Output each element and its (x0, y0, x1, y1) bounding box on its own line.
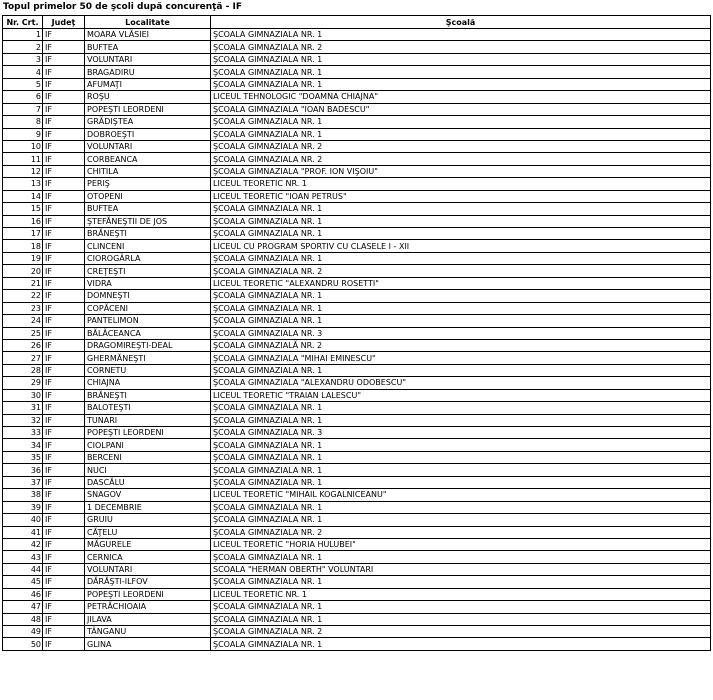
table-row (3, 638, 711, 650)
table-row (3, 414, 711, 426)
cell-scoala: ŞCOALA GIMNAZIALA NR. 1 (211, 228, 711, 240)
cell-localitate: ROŞU (85, 91, 211, 103)
table-row (3, 290, 711, 302)
cell-localitate: CERNICA (85, 551, 211, 563)
cell-scoala: ŞCOALA GIMNAZIALA NR. 1 (211, 414, 711, 426)
cell-judet: IF (43, 203, 85, 215)
cell-nr-crt: 25 (3, 327, 43, 339)
cell-nr-crt: 46 (3, 588, 43, 600)
cell-judet: IF (43, 240, 85, 252)
table-row (3, 626, 711, 638)
cell-judet: IF (43, 402, 85, 414)
cell-scoala: ŞCOALA GIMNAZIALA "MIHAI EMINESCU" (211, 352, 711, 364)
cell-scoala: ŞCOALA GIMNAZIALA NR. 1 (211, 451, 711, 463)
cell-judet: IF (43, 153, 85, 165)
table-row (3, 265, 711, 277)
cell-judet: IF (43, 228, 85, 240)
cell-judet: IF (43, 252, 85, 264)
cell-localitate: DASCĂLU (85, 476, 211, 488)
cell-nr-crt: 17 (3, 228, 43, 240)
cell-localitate: DOBROEŞTI (85, 128, 211, 140)
table-row (3, 302, 711, 314)
cell-localitate: BRĂNEŞTI (85, 389, 211, 401)
cell-localitate: SNAGOV (85, 489, 211, 501)
cell-judet: IF (43, 538, 85, 550)
cell-scoala: ŞCOALA GIMNAZIALA "PROF. ION VIŞOIU" (211, 165, 711, 177)
cell-nr-crt: 31 (3, 402, 43, 414)
cell-judet: IF (43, 439, 85, 451)
cell-nr-crt: 14 (3, 190, 43, 202)
cell-judet: IF (43, 464, 85, 476)
table-row (3, 128, 711, 140)
table-row (3, 240, 711, 252)
cell-localitate: VOLUNTARI (85, 53, 211, 65)
cell-judet: IF (43, 551, 85, 563)
cell-nr-crt: 28 (3, 364, 43, 376)
cell-localitate: POPEŞTI LEORDENI (85, 588, 211, 600)
cell-nr-crt: 7 (3, 103, 43, 115)
cell-localitate: VOLUNTARI (85, 140, 211, 152)
cell-scoala: SCOALA "HERMAN OBERTH" VOLUNTARI (211, 563, 711, 575)
cell-judet: IF (43, 638, 85, 650)
cell-nr-crt: 20 (3, 265, 43, 277)
cell-judet: IF (43, 613, 85, 625)
table-row (3, 165, 711, 177)
table-header-row (3, 16, 711, 29)
cell-judet: IF (43, 339, 85, 351)
cell-scoala: ŞCOALA GIMNAZIALA NR. 1 (211, 290, 711, 302)
page-title: Topul primelor 50 de şcoli după concurenţă - IF (3, 2, 242, 12)
cell-nr-crt: 6 (3, 91, 43, 103)
cell-scoala: ŞCOALA GIMNAZIALA NR. 1 (211, 252, 711, 264)
cell-nr-crt: 5 (3, 78, 43, 90)
table-row (3, 489, 711, 501)
cell-scoala: LICEUL TEORETIC NR. 1 (211, 178, 711, 190)
cell-judet: IF (43, 576, 85, 588)
cell-scoala: ŞCOALA GIMNAZIALA "ALEXANDRU ODOBESCU" (211, 377, 711, 389)
table-row (3, 228, 711, 240)
cell-judet: IF (43, 290, 85, 302)
cell-localitate: JILAVA (85, 613, 211, 625)
cell-nr-crt: 1 (3, 29, 43, 41)
cell-scoala: LICEUL TEORETIC NR. 1 (211, 588, 711, 600)
cell-localitate: POPEŞTI LEORDENI (85, 427, 211, 439)
cell-localitate: CIOLPANI (85, 439, 211, 451)
cell-localitate: TÂNGANU (85, 626, 211, 638)
cell-localitate: CHITILA (85, 165, 211, 177)
cell-localitate: CIOROGÂRLA (85, 252, 211, 264)
cell-scoala: ŞCOALA GIMNAZIALA NR. 1 (211, 315, 711, 327)
cell-scoala: LICEUL TEORETIC "MIHAIL KOGALNICEANU" (211, 489, 711, 501)
table-row (3, 576, 711, 588)
cell-judet: IF (43, 451, 85, 463)
table-row (3, 190, 711, 202)
cell-scoala: ŞCOALA GIMNAZIALA NR. 3 (211, 427, 711, 439)
cell-scoala: LICEUL TEORETIC "TRAIAN LALESCU" (211, 389, 711, 401)
table-row (3, 526, 711, 538)
cell-scoala: ŞCOALA GIMNAZIALA NR. 1 (211, 601, 711, 613)
cell-localitate: BUFTEA (85, 41, 211, 53)
cell-localitate: NUCI (85, 464, 211, 476)
cell-nr-crt: 18 (3, 240, 43, 252)
cell-nr-crt: 21 (3, 277, 43, 289)
cell-judet: IF (43, 526, 85, 538)
cell-judet: IF (43, 352, 85, 364)
cell-nr-crt: 35 (3, 451, 43, 463)
cell-judet: IF (43, 302, 85, 314)
cell-localitate: VOLUNTARI (85, 563, 211, 575)
cell-localitate: CREŢEŞTI (85, 265, 211, 277)
table-row (3, 352, 711, 364)
table-row (3, 551, 711, 563)
cell-localitate: DRAGOMIREŞTI-DEAL (85, 339, 211, 351)
cell-judet: IF (43, 165, 85, 177)
cell-nr-crt: 45 (3, 576, 43, 588)
cell-scoala: ŞCOALA GIMNAZIALA NR. 1 (211, 215, 711, 227)
cell-nr-crt: 30 (3, 389, 43, 401)
table-body (3, 29, 711, 651)
table-row (3, 427, 711, 439)
cell-nr-crt: 23 (3, 302, 43, 314)
cell-scoala: LICEUL TEORETIC "HORIA HULUBEI" (211, 538, 711, 550)
cell-nr-crt: 10 (3, 140, 43, 152)
cell-judet: IF (43, 588, 85, 600)
cell-localitate: TUNARI (85, 414, 211, 426)
table-row (3, 178, 711, 190)
cell-scoala: ŞCOALA GIMNAZIALA NR. 1 (211, 78, 711, 90)
cell-nr-crt: 8 (3, 116, 43, 128)
table-row (3, 538, 711, 550)
cell-nr-crt: 41 (3, 526, 43, 538)
cell-localitate: GRĂDIŞTEA (85, 116, 211, 128)
cell-localitate: GRUIU (85, 514, 211, 526)
table-row (3, 29, 711, 41)
table-row (3, 53, 711, 65)
cell-localitate: VIDRA (85, 277, 211, 289)
cell-judet: IF (43, 128, 85, 140)
cell-judet: IF (43, 626, 85, 638)
cell-nr-crt: 40 (3, 514, 43, 526)
cell-scoala: ŞCOALA GIMNAZIALA NR. 1 (211, 302, 711, 314)
cell-nr-crt: 24 (3, 315, 43, 327)
header-nr-crt: Nr. Crt. (3, 16, 43, 29)
cell-scoala: ŞCOALA GIMNAZIALA NR. 1 (211, 66, 711, 78)
cell-scoala: ŞCOALA GIMNAZIALA NR. 1 (211, 402, 711, 414)
cell-scoala: ŞCOALA GIMNAZIALA NR. 1 (211, 551, 711, 563)
cell-localitate: GLINA (85, 638, 211, 650)
table-row (3, 364, 711, 376)
cell-nr-crt: 43 (3, 551, 43, 563)
table-row (3, 476, 711, 488)
cell-localitate: MOARA VLĂSIEI (85, 29, 211, 41)
cell-judet: IF (43, 315, 85, 327)
table-row (3, 464, 711, 476)
cell-scoala: ŞCOALA GIMNAZIALA NR. 1 (211, 476, 711, 488)
cell-localitate: ŞTEFĂNEŞTII DE JOS (85, 215, 211, 227)
cell-scoala: LICEUL TEHNOLOGIC "DOAMNA CHIAJNA" (211, 91, 711, 103)
cell-judet: IF (43, 116, 85, 128)
cell-scoala: LICEUL TEORETIC "IOAN PETRUS" (211, 190, 711, 202)
cell-localitate: DOMNEŞTI (85, 290, 211, 302)
cell-scoala: ŞCOALA GIMNAZIALA NR. 1 (211, 439, 711, 451)
cell-scoala: ŞCOALA GIMNAZIALA NR. 1 (211, 116, 711, 128)
table-row (3, 91, 711, 103)
cell-localitate: CORNETU (85, 364, 211, 376)
cell-localitate: CHIAJNA (85, 377, 211, 389)
cell-judet: IF (43, 476, 85, 488)
cell-scoala: ŞCOALA GIMNAZIALA NR. 1 (211, 464, 711, 476)
table-row (3, 153, 711, 165)
cell-judet: IF (43, 41, 85, 53)
cell-judet: IF (43, 364, 85, 376)
cell-scoala: ŞCOALA GIMNAZIALA NR. 1 (211, 364, 711, 376)
table-row (3, 588, 711, 600)
cell-judet: IF (43, 66, 85, 78)
cell-nr-crt: 11 (3, 153, 43, 165)
cell-nr-crt: 27 (3, 352, 43, 364)
cell-judet: IF (43, 563, 85, 575)
cell-localitate: DĂRĂŞTI-ILFOV (85, 576, 211, 588)
cell-scoala: ŞCOALA GIMNAZIALA NR. 2 (211, 153, 711, 165)
cell-localitate: 1 DECEMBRIE (85, 501, 211, 513)
table-row (3, 514, 711, 526)
cell-scoala: ŞCOALA GIMNAZIALA NR. 1 (211, 29, 711, 41)
cell-scoala: ŞCOALA GIMNAZIALA NR. 2 (211, 140, 711, 152)
cell-judet: IF (43, 389, 85, 401)
cell-nr-crt: 3 (3, 53, 43, 65)
cell-judet: IF (43, 29, 85, 41)
cell-localitate: AFUMAŢI (85, 78, 211, 90)
cell-judet: IF (43, 489, 85, 501)
cell-localitate: BĂLĂCEANCA (85, 327, 211, 339)
table-row (3, 41, 711, 53)
table-row (3, 501, 711, 513)
cell-scoala: ŞCOALA GIMNAZIALA NR. 1 (211, 514, 711, 526)
table-row (3, 315, 711, 327)
cell-nr-crt: 32 (3, 414, 43, 426)
cell-localitate: PERIŞ (85, 178, 211, 190)
table-row (3, 215, 711, 227)
cell-judet: IF (43, 215, 85, 227)
cell-localitate: BRAGADIRU (85, 66, 211, 78)
schools-table (2, 15, 711, 651)
cell-nr-crt: 49 (3, 626, 43, 638)
header-judet: Judeţ (43, 16, 85, 29)
cell-nr-crt: 16 (3, 215, 43, 227)
table-row (3, 563, 711, 575)
cell-localitate: COPĂCENI (85, 302, 211, 314)
table-row (3, 613, 711, 625)
cell-scoala: ŞCOALA GIMNAZIALA NR. 1 (211, 501, 711, 513)
cell-judet: IF (43, 190, 85, 202)
cell-localitate: PANTELIMON (85, 315, 211, 327)
cell-localitate: PETRĂCHIOAIA (85, 601, 211, 613)
cell-judet: IF (43, 78, 85, 90)
cell-scoala: ŞCOALA GIMNAZIALA NR. 1 (211, 638, 711, 650)
table-row (3, 601, 711, 613)
cell-judet: IF (43, 514, 85, 526)
cell-localitate: CLINCENI (85, 240, 211, 252)
cell-nr-crt: 34 (3, 439, 43, 451)
cell-judet: IF (43, 501, 85, 513)
cell-nr-crt: 36 (3, 464, 43, 476)
cell-nr-crt: 48 (3, 613, 43, 625)
cell-judet: IF (43, 427, 85, 439)
cell-scoala: ŞCOALA GIMNAZIALA NR. 1 (211, 203, 711, 215)
table-row (3, 252, 711, 264)
cell-scoala: ŞCOALA GIMNAZIALA NR. 2 (211, 41, 711, 53)
cell-nr-crt: 39 (3, 501, 43, 513)
cell-scoala: LICEUL TEORETIC "ALEXANDRU ROSETTI" (211, 277, 711, 289)
table-row (3, 377, 711, 389)
table-row (3, 78, 711, 90)
cell-nr-crt: 13 (3, 178, 43, 190)
cell-nr-crt: 33 (3, 427, 43, 439)
cell-localitate: CĂŢELU (85, 526, 211, 538)
cell-judet: IF (43, 140, 85, 152)
table-row (3, 277, 711, 289)
cell-judet: IF (43, 327, 85, 339)
cell-localitate: GHERMĂNEŞTI (85, 352, 211, 364)
cell-judet: IF (43, 601, 85, 613)
table-row (3, 140, 711, 152)
cell-nr-crt: 38 (3, 489, 43, 501)
table-row (3, 339, 711, 351)
cell-localitate: OTOPENI (85, 190, 211, 202)
cell-scoala: ŞCOALA GIMNAZIALA NR. 2 (211, 626, 711, 638)
cell-nr-crt: 44 (3, 563, 43, 575)
cell-nr-crt: 26 (3, 339, 43, 351)
cell-nr-crt: 47 (3, 601, 43, 613)
table-row (3, 327, 711, 339)
header-localitate: Localitate (85, 16, 211, 29)
table-row (3, 116, 711, 128)
cell-nr-crt: 22 (3, 290, 43, 302)
cell-judet: IF (43, 178, 85, 190)
cell-localitate: MĂGURELE (85, 538, 211, 550)
cell-localitate: BUFTEA (85, 203, 211, 215)
table-row (3, 402, 711, 414)
cell-judet: IF (43, 277, 85, 289)
cell-nr-crt: 50 (3, 638, 43, 650)
cell-judet: IF (43, 53, 85, 65)
header-scoala: Şcoală (211, 16, 711, 29)
table-row (3, 439, 711, 451)
cell-judet: IF (43, 377, 85, 389)
table-row (3, 203, 711, 215)
cell-judet: IF (43, 265, 85, 277)
cell-scoala: ŞCOALA GIMNAZIALA NR. 1 (211, 53, 711, 65)
cell-scoala: ŞCOALA GIMNAZIALA NR. 1 (211, 613, 711, 625)
cell-localitate: CORBEANCA (85, 153, 211, 165)
cell-judet: IF (43, 103, 85, 115)
cell-nr-crt: 19 (3, 252, 43, 264)
table-row (3, 389, 711, 401)
cell-scoala: ŞCOALA GIMNAZIALA NR. 2 (211, 526, 711, 538)
cell-nr-crt: 12 (3, 165, 43, 177)
cell-nr-crt: 15 (3, 203, 43, 215)
cell-judet: IF (43, 91, 85, 103)
cell-scoala: ŞCOALA GIMNAZIALA "IOAN BADESCU" (211, 103, 711, 115)
cell-localitate: BALOTEŞTI (85, 402, 211, 414)
cell-scoala: LICEUL CU PROGRAM SPORTIV CU CLASELE I - XII (211, 240, 711, 252)
cell-scoala: ŞCOALA GIMNAZIALA NR. 3 (211, 327, 711, 339)
cell-localitate: BERCENI (85, 451, 211, 463)
cell-nr-crt: 2 (3, 41, 43, 53)
cell-scoala: ŞCOALA GIMNAZIALA NR. 1 (211, 128, 711, 140)
cell-nr-crt: 29 (3, 377, 43, 389)
cell-scoala: ŞCOALA GIMNAZIALA NR. 2 (211, 265, 711, 277)
table-row (3, 66, 711, 78)
cell-nr-crt: 37 (3, 476, 43, 488)
cell-nr-crt: 9 (3, 128, 43, 140)
cell-judet: IF (43, 414, 85, 426)
cell-localitate: BRĂNEŞTI (85, 228, 211, 240)
cell-nr-crt: 4 (3, 66, 43, 78)
cell-localitate: POPEŞTI LEORDENI (85, 103, 211, 115)
cell-nr-crt: 42 (3, 538, 43, 550)
table-row (3, 451, 711, 463)
cell-scoala: ŞCOALA GIMNAZIALĂ NR. 2 (211, 339, 711, 351)
table-row (3, 103, 711, 115)
cell-scoala: ŞCOALA GIMNAZIALA NR. 1 (211, 576, 711, 588)
